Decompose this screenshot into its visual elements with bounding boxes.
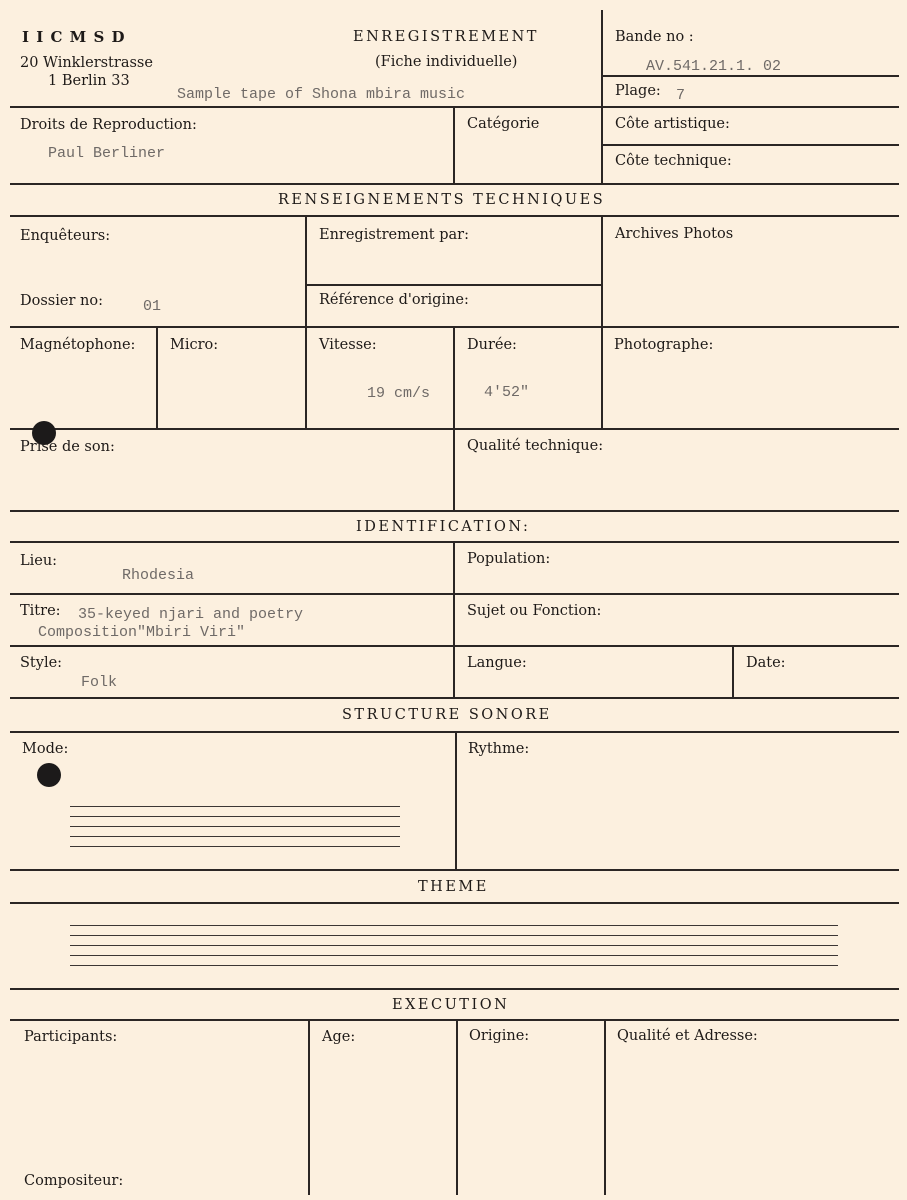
section-title-structure: STRUCTURE SONORE (342, 707, 552, 723)
droits-value: Paul Berliner (48, 145, 166, 162)
address-city: 1 Berlin 33 (48, 73, 130, 89)
archives-photos-label: Archives Photos (615, 226, 734, 242)
dossier-value: 01 (143, 298, 162, 315)
origine-label: Origine: (469, 1028, 530, 1044)
reference-label: Référence d'origine: (319, 292, 469, 308)
punch-hole (37, 763, 61, 787)
titre-label: Titre: (20, 603, 61, 619)
micro-label: Micro: (170, 337, 219, 353)
qualite-adresse-label: Qualité et Adresse: (617, 1028, 758, 1044)
section-title-execution: EXECUTION (392, 997, 510, 1013)
vitesse-label: Vitesse: (319, 337, 377, 353)
bande-value: AV.541.21.1. 02 (646, 58, 782, 75)
compositeur-label: Compositeur: (24, 1173, 124, 1189)
duree-value: 4'52" (484, 384, 530, 401)
magnetophone-label: Magnétophone: (20, 337, 136, 353)
header-divider (601, 10, 603, 106)
lieu-value: Rhodesia (122, 567, 195, 584)
titre-value-line1: 35-keyed njari and poetry (78, 606, 304, 623)
style-label: Style: (20, 655, 63, 671)
enregistrement-par-label: Enregistrement par: (319, 227, 469, 243)
categorie-label: Catégorie (467, 116, 540, 132)
duree-label: Durée: (467, 337, 517, 353)
mode-label: Mode: (22, 741, 69, 757)
org-acronym: I I C M S D (22, 28, 126, 46)
section-title-technical: RENSEIGNEMENTS TECHNIQUES (278, 192, 606, 208)
langue-label: Langue: (467, 655, 527, 671)
population-label: Population: (467, 551, 551, 567)
prise-de-son-label: Prise de son: (20, 439, 115, 455)
titre-value-line2: Composition"Mbiri Viri" (38, 624, 246, 641)
date-label: Date: (746, 655, 786, 671)
form-title: ENREGISTREMENT (353, 29, 539, 45)
section-title-theme: THEME (418, 879, 489, 895)
vitesse-value: 19 cm/s (367, 385, 431, 402)
style-value: Folk (81, 674, 118, 691)
age-label: Age: (322, 1029, 356, 1045)
enqueteurs-label: Enquêteurs: (20, 228, 111, 244)
dossier-label: Dossier no: (20, 293, 103, 309)
section-title-identification: IDENTIFICATION: (356, 519, 531, 535)
tape-description: Sample tape of Shona mbira music (177, 86, 466, 103)
participants-label: Participants: (24, 1029, 118, 1045)
plage-label: Plage: (615, 83, 661, 99)
cote-technique-label: Côte technique: (615, 153, 732, 169)
droits-label: Droits de Reproduction: (20, 117, 197, 133)
photographe-label: Photographe: (614, 337, 714, 353)
address-street: 20 Winklerstrasse (20, 55, 153, 71)
bande-label: Bande no : (615, 29, 694, 45)
plage-value: 7 (676, 87, 686, 104)
sujet-label: Sujet ou Fonction: (467, 603, 602, 619)
form-subtitle: (Fiche individuelle) (375, 54, 518, 70)
rythme-label: Rythme: (468, 741, 530, 757)
qualite-technique-label: Qualité technique: (467, 438, 604, 454)
lieu-label: Lieu: (20, 553, 58, 569)
cote-artistique-label: Côte artistique: (615, 116, 730, 132)
